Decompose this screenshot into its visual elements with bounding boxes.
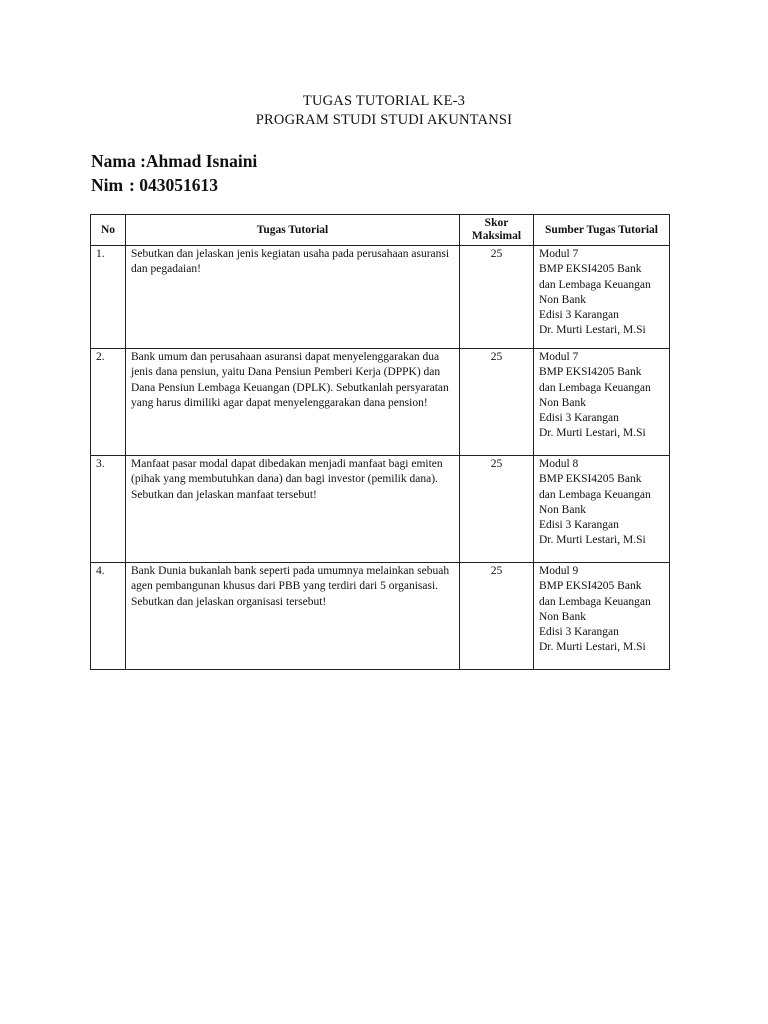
source-edition: Edisi 3 Karangan [539, 412, 619, 425]
source-book-cont: dan Lembaga Keuangan [539, 278, 651, 291]
row-number: 1. [91, 246, 126, 349]
table-header-row [91, 215, 670, 246]
row-number: 2. [91, 349, 126, 456]
source-module: Modul 9 [539, 565, 579, 577]
nim-value: : 043051613 [129, 175, 218, 195]
row-number: 3. [91, 456, 126, 563]
task-text: Manfaat pasar modal dapat dibedakan menjadi manfaat bagi emiten (pihak yang membutuhkan dana) dan bagi investor (pemilik dana). Sebutkan dan jelaskan manfaat tersebut! [131, 458, 443, 501]
source-edition: Edisi 3 Karangan [539, 626, 619, 639]
source-cell [534, 456, 670, 563]
source-book-cont: Non Bank [539, 610, 586, 623]
task-cell [126, 456, 460, 563]
source-book: BMP EKSI4205 Bank [539, 580, 642, 593]
table-row [91, 563, 670, 670]
score-cell: 25 [460, 349, 534, 456]
header-score: Skor Maksimal [460, 215, 534, 246]
source-edition: Edisi 3 Karangan [539, 519, 619, 532]
task-text: Bank umum dan perusahaan asuransi dapat menyelenggarakan dua jenis dana pensiun, yaitu Dana Pensiun Pemberi Kerja (DPPK) dan Dana Pensiun Lembaga Keuangan (DPLK). Sebutkanlah persyaratan yang harus dimiliki agar dapat menyelenggarakan dana pension! [131, 351, 449, 409]
source-book-cont: dan Lembaga Keuangan [539, 488, 651, 501]
header-source: Sumber Tugas Tutorial [534, 215, 670, 246]
source-author: Dr. Murti Lestari, M.Si [539, 641, 646, 654]
tutorial-table [90, 214, 670, 670]
program-title: PROGRAM STUDI STUDI AKUNTANSI [255, 112, 513, 128]
name-label: Nama : [91, 151, 146, 171]
source-book-cont: dan Lembaga Keuangan [539, 381, 651, 394]
score-cell: 25 [460, 246, 534, 349]
table-row [91, 349, 670, 456]
student-name [91, 151, 257, 172]
source-book: BMP EKSI4205 Bank [539, 366, 642, 379]
source-book-cont: Non Bank [539, 293, 586, 306]
nim-label: Nim [91, 175, 124, 195]
source-author: Dr. Murti Lestari, M.Si [539, 324, 646, 337]
source-module: Modul 7 [539, 351, 579, 363]
header-no: No [91, 215, 126, 246]
task-cell [126, 563, 460, 670]
row-number: 4. [91, 563, 126, 670]
task-text: Sebutkan dan jelaskan jenis kegiatan usaha pada perusahaan asuransi dan pegadaian! [131, 248, 450, 276]
source-module: Modul 8 [539, 458, 579, 470]
source-author: Dr. Murti Lestari, M.Si [539, 427, 646, 440]
source-book-cont: Non Bank [539, 396, 586, 409]
source-module: Modul 7 [539, 248, 579, 260]
task-text: Bank Dunia bukanlah bank seperti pada umumnya melainkan sebuah agen pembangunan khusus dari PBB yang terdiri dari 5 organisasi. Sebutkan dan jelaskan organisasi tersebut! [131, 565, 450, 608]
task-cell [126, 246, 460, 349]
task-cell [126, 349, 460, 456]
source-cell [534, 246, 670, 349]
source-book: BMP EKSI4205 Bank [539, 473, 642, 486]
student-nim [91, 175, 218, 196]
name-value: Ahmad Isnaini [145, 151, 258, 171]
table-row [91, 246, 670, 349]
source-cell [534, 349, 670, 456]
source-cell [534, 563, 670, 670]
score-cell: 25 [460, 563, 534, 670]
table-row [91, 456, 670, 563]
source-book-cont: Non Bank [539, 503, 586, 516]
source-book: BMP EKSI4205 Bank [539, 263, 642, 276]
document-title: TUGAS TUTORIAL KE-3 [302, 93, 466, 109]
source-book-cont: dan Lembaga Keuangan [539, 595, 651, 608]
header-task: Tugas Tutorial [126, 215, 460, 246]
score-cell: 25 [460, 456, 534, 563]
source-author: Dr. Murti Lestari, M.Si [539, 534, 646, 547]
source-edition: Edisi 3 Karangan [539, 309, 619, 322]
